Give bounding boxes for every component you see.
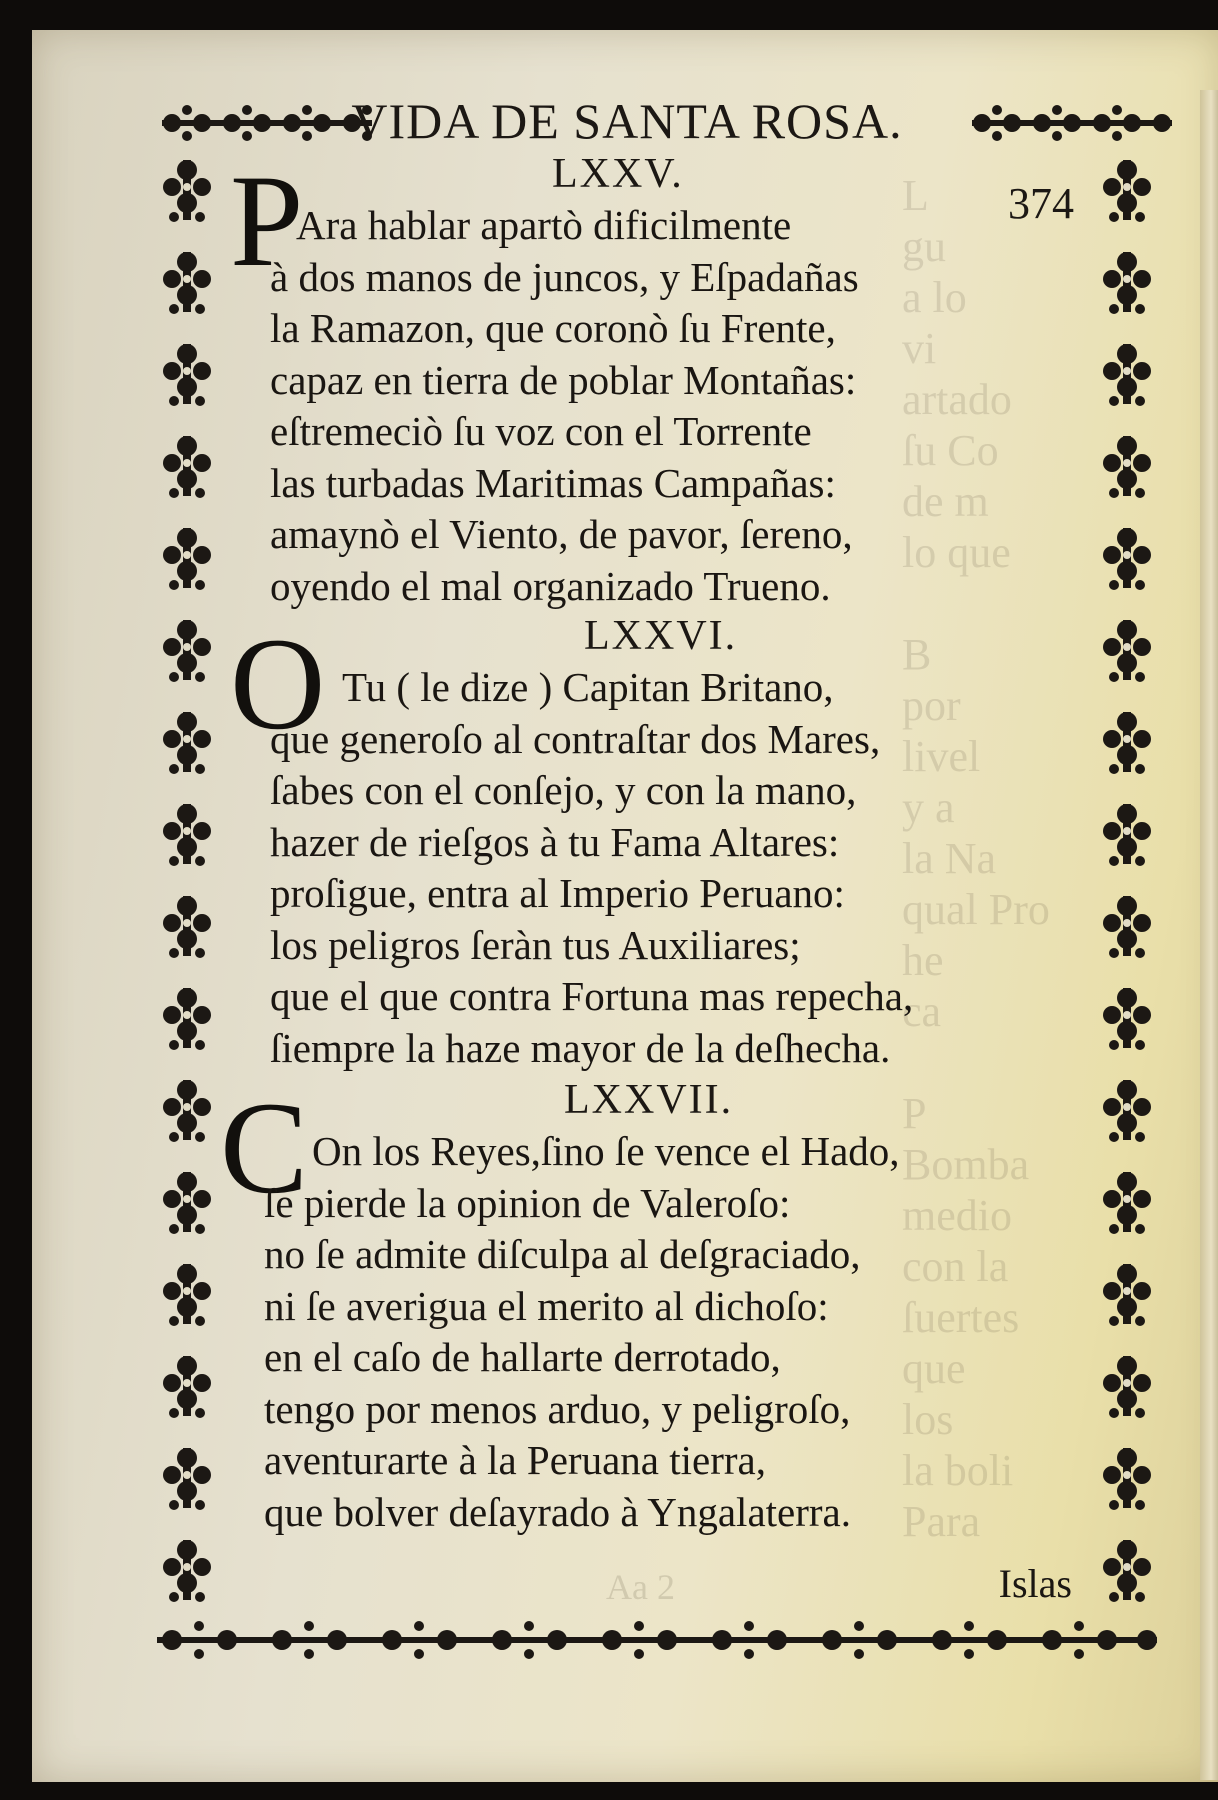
verse-line: ſiempre la haze mayor de la deſhecha.: [270, 1024, 891, 1071]
verse-line: Tu ( le dize ) Capitan Britano,: [342, 664, 834, 710]
verse-line: ſabes con el conſejo, y con la mano,: [270, 767, 857, 813]
left-border-ornament: [152, 155, 222, 1615]
verse-line: las turbadas Maritimas Campañas:: [270, 459, 836, 506]
book-page: [32, 30, 1218, 1782]
right-border-ornament: [1092, 155, 1162, 1615]
verse-line: On los Reyes,ſino ſe vence el Hado,: [312, 1128, 900, 1174]
stanza-lxxvi-verse: [270, 662, 913, 1074]
stanza-lxxv-verse: [270, 200, 859, 612]
stanza-lxxvii-verse: [264, 1126, 900, 1538]
dropcap-c: C: [220, 1074, 309, 1221]
bleedthrough-text: L gu a lo vi artado ſu Co de m lo que B por livel y a la Na qual Pro he ca P Bomba medio con la ſuertes que los la boli Para: [902, 171, 1050, 1546]
verse-line: capaz en tierra de poblar Montañas:: [270, 356, 857, 403]
bleedthrough-signature: Aa 2: [606, 1567, 675, 1607]
dropcap-p: P: [230, 147, 304, 294]
verse-line: que bolver deſayrado à Yngalaterra.: [264, 1488, 851, 1535]
verse-line: eſtremeciò ſu voz con el Torrente: [270, 408, 812, 454]
bottom-border-ornament: [152, 1615, 1162, 1665]
verse-line: hazer de rieſgos à tu Fama Altares:: [270, 818, 840, 865]
verse-line: tengo por menos arduo, y peligroſo,: [264, 1385, 851, 1432]
verse-line: la Ramazon, que coronò ſu Frente,: [270, 305, 836, 351]
dropcap-o: O: [230, 610, 326, 757]
page-edge: [1200, 90, 1218, 1780]
verse-line: los peligros ſeràn tus Auxiliares;: [270, 921, 801, 968]
verse-line: proſigue, entra al Imperio Peruano:: [270, 870, 845, 916]
running-head-title: VIDA DE SANTA ROSA.: [351, 93, 903, 149]
verse-line: en el caſo de hallarte derrotado,: [264, 1334, 781, 1380]
verse-line: Ara hablar apartò dificilmente: [296, 202, 792, 248]
verse-line: que el que contra Fortuna mas repecha,: [270, 973, 914, 1019]
verse-line: oyendo el mal organizado Trueno.: [270, 562, 831, 609]
catchword: Islas: [998, 1561, 1072, 1606]
verse-line: aventurarte à la Peruana tierra,: [264, 1437, 766, 1483]
verse-line: amaynò el Viento, de pavor, ſereno,: [270, 511, 853, 557]
stanza-number-lxxv: LXXV.: [552, 151, 684, 197]
verse-line: ni ſe averigua el merito al dichoſo:: [264, 1282, 829, 1329]
page-number: 374: [1008, 179, 1074, 228]
verse-line: ſe pierde la opinion de Valeroſo:: [264, 1179, 791, 1226]
verse-line: à dos manos de juncos, y Eſpadañas: [270, 253, 859, 300]
stanza-number-lxxvii: LXXVII.: [564, 1077, 734, 1123]
verse-line: que generoſo al contraſtar dos Mares,: [270, 715, 881, 762]
verse-line: no ſe admite diſculpa al deſgraciado,: [264, 1231, 861, 1277]
stanza-number-lxxvi: LXXVI.: [584, 613, 738, 659]
